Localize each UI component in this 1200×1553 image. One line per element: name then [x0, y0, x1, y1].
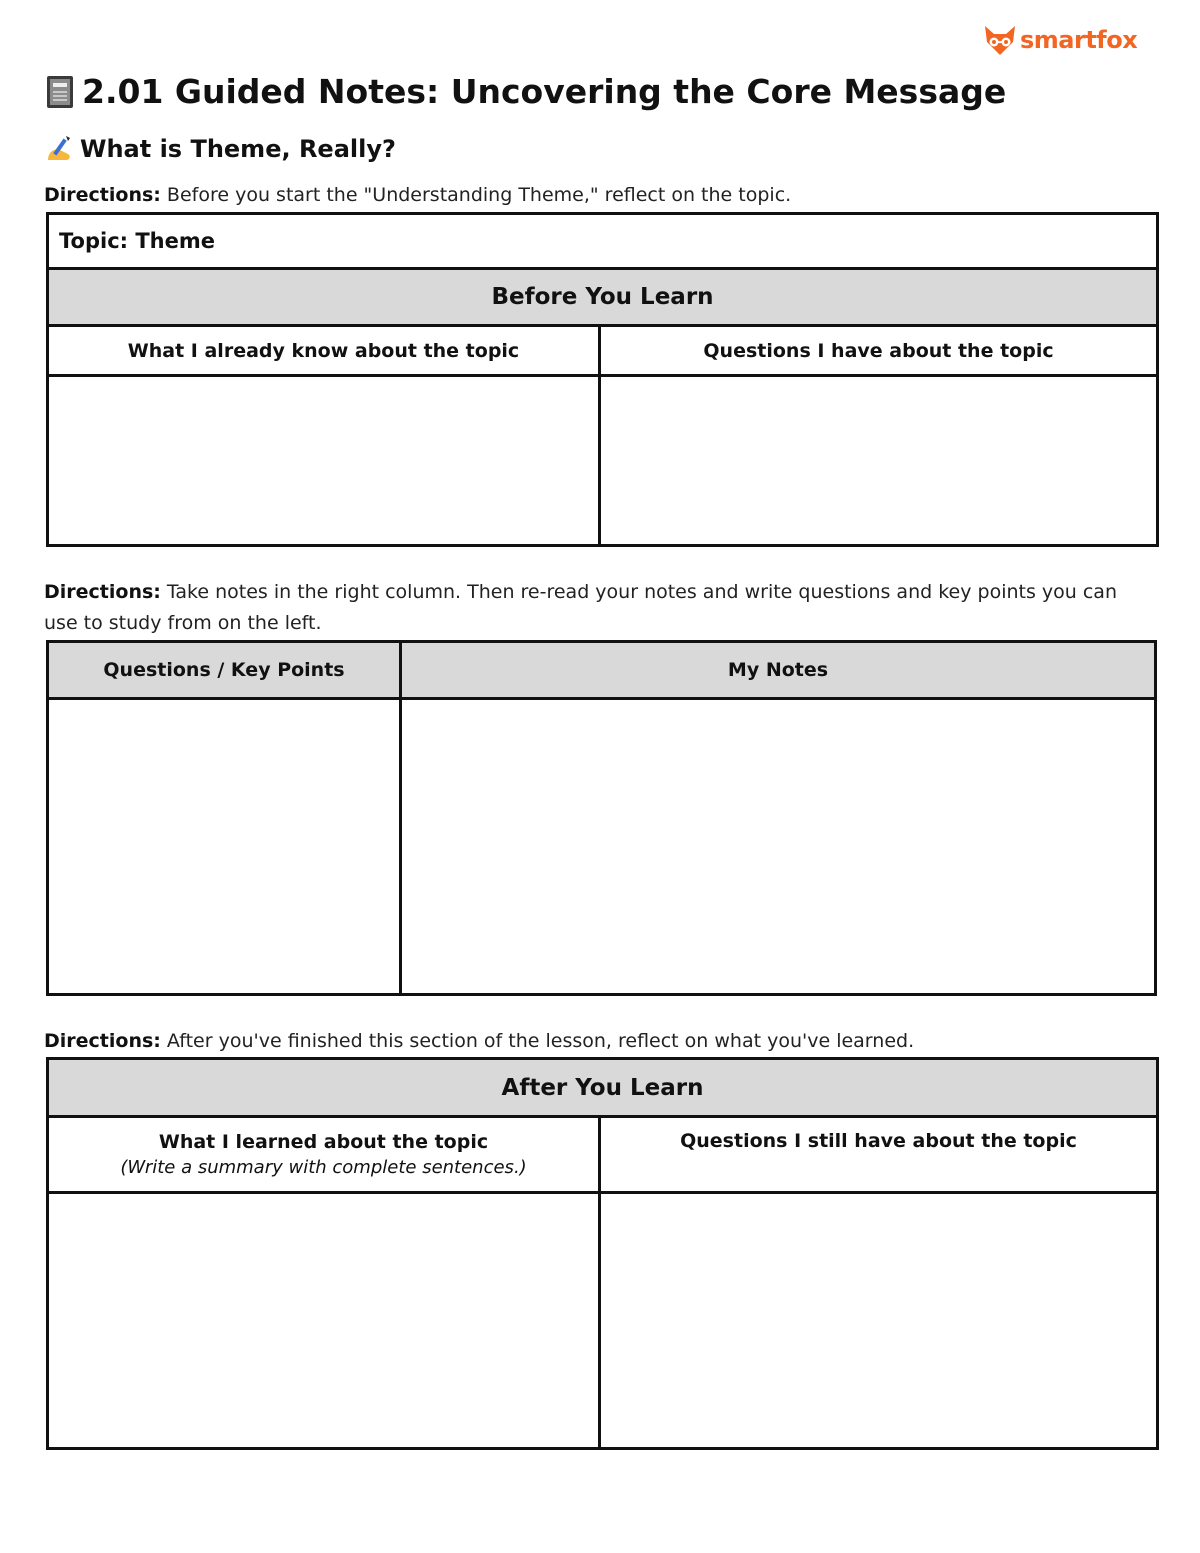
- directions-text: After you've finished this section of the lesson, reflect on what you've learned.: [160, 1030, 915, 1052]
- section-heading: [44, 134, 396, 164]
- before-you-learn-table: [46, 212, 1159, 547]
- brand-name: smartfox: [1020, 26, 1138, 54]
- learned-writing-area[interactable]: [48, 1193, 600, 1449]
- cornell-notes-table: [46, 640, 1157, 996]
- after-you-learn-table: [46, 1057, 1159, 1450]
- directions-text: Take notes in the right column. Then re-read your notes and write questions and key points you can use to study from on the left.: [44, 581, 1117, 634]
- before-you-learn-heading: Before You Learn: [48, 269, 1158, 326]
- already-know-writing-area[interactable]: [48, 376, 600, 546]
- smartfox-logo: [982, 20, 1142, 60]
- page-title-text: 2.01 Guided Notes: Uncovering the Core Message: [82, 72, 1007, 111]
- notebook-icon: [44, 74, 76, 110]
- key-points-header: Questions / Key Points: [48, 642, 401, 699]
- questions-have-writing-area[interactable]: [600, 376, 1158, 546]
- directions-before: [44, 180, 1156, 211]
- directions-label: Directions:: [44, 184, 161, 206]
- still-have-questions-header: Questions I still have about the topic: [600, 1117, 1158, 1193]
- topic-label: Topic: Theme: [48, 214, 1158, 269]
- directions-label: Directions:: [44, 581, 161, 603]
- directions-after: [44, 1026, 1156, 1057]
- my-notes-header: My Notes: [401, 642, 1156, 699]
- page-title: [44, 72, 1154, 111]
- directions-label: Directions:: [44, 1030, 161, 1052]
- writing-hand-icon: [44, 134, 76, 164]
- after-you-learn-heading: After You Learn: [48, 1059, 1158, 1117]
- directions-notes: [44, 577, 1156, 639]
- still-have-questions-writing-area[interactable]: [600, 1193, 1158, 1449]
- fox-head-icon: [982, 22, 1018, 58]
- learned-header: [48, 1117, 600, 1193]
- questions-have-header: Questions I have about the topic: [600, 326, 1158, 376]
- learned-header-text: What I learned about the topic: [158, 1131, 489, 1153]
- my-notes-writing-area[interactable]: [401, 699, 1156, 995]
- directions-text: Before you start the "Understanding Theme," reflect on the topic.: [160, 184, 792, 206]
- learned-header-note: (Write a summary with complete sentences.): [120, 1157, 527, 1178]
- already-know-header: What I already know about the topic: [48, 326, 600, 376]
- section-heading-text: What is Theme, Really?: [80, 135, 396, 163]
- key-points-writing-area[interactable]: [48, 699, 401, 995]
